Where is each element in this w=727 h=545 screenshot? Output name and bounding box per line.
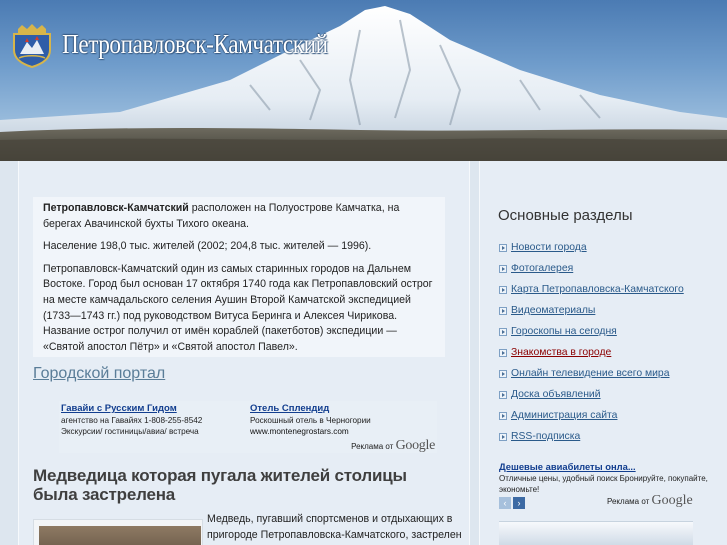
ad-pager [499, 497, 525, 509]
arrow-bullet-icon [499, 244, 507, 252]
sidebar-item-news [499, 237, 684, 258]
intro-paragraph-3: Петропавловск-Камчатский один из самых старинных городов на Дальнем Востоке. Город был основан 17 октября 1740 года как Петропавловский острог на месте камчадальского селения Аушин Второй Камчатской экспедицией (1733—1743 гг.) под руководством Витуса Беринга и Алексея Чирикова. Название острог получил от имён кораблей (пакетботов) экспедиции — «Святой апостол Пётр» и «Святой апостол Павел». [43, 262, 433, 353]
sidebar-bottom-banner [499, 521, 693, 545]
sidebar-menu [499, 237, 684, 447]
sidebar-link[interactable]: Новости города [511, 242, 587, 253]
ad-text: Экскурсии/ гостиницы/авиа/ встреча [61, 427, 199, 436]
sidebar-link[interactable]: Администрация сайта [511, 410, 618, 421]
google-logo: Google [395, 438, 435, 453]
ad-next-button[interactable]: › [513, 497, 525, 509]
sidebar-item-map [499, 279, 684, 300]
ad-item [250, 403, 438, 437]
sidebar-item-gallery [499, 258, 684, 279]
sidebar-link[interactable]: RSS-подписка [511, 431, 581, 442]
ad-text: агентство на Гавайях 1-808-255-8542 [61, 416, 203, 425]
ads-by-google-label[interactable] [351, 438, 435, 454]
arrow-bullet-icon [499, 412, 507, 420]
arrow-bullet-icon [499, 370, 507, 378]
sidebar [479, 161, 727, 545]
ad-title-link[interactable]: Дешевые авиабилеты онла... [499, 461, 636, 472]
sidebar-link[interactable]: Гороскопы на сегодня [511, 326, 617, 337]
city-portal-link[interactable]: Городской портал [33, 365, 166, 382]
sidebar-title: Основные разделы [498, 207, 633, 224]
intro-city-name: Петропавловск-Камчатский [43, 202, 189, 214]
arrow-bullet-icon [499, 307, 507, 315]
intro-paragraph-2: Население 198,0 тыс. жителей (2002; 204,8 тыс. жителей — 1996). [43, 240, 372, 253]
arrow-bullet-icon [499, 265, 507, 273]
arrow-bullet-icon [499, 433, 507, 441]
header-banner [0, 0, 727, 161]
news-headline[interactable]: Медведица которая пугала жителей столицы была застрелена [33, 466, 407, 504]
intro-block [33, 197, 445, 357]
ad-block [59, 401, 437, 453]
sidebar-item-board [499, 384, 684, 405]
ad-text: Отличные цены, удобный поиск Бронируйте, покупайте, экономьте! [499, 474, 708, 494]
ads-by-text: Реклама от [351, 442, 394, 451]
news-photo [39, 526, 201, 545]
google-logo: Google [651, 493, 693, 508]
news-summary: Медведь, пугавший спортсменов и отдыхающих в пригороде Петропавловска-Камчатского, застрелен [207, 513, 462, 541]
sidebar-link[interactable]: Знакомства в городе [511, 347, 612, 358]
news-thumbnail[interactable] [33, 519, 203, 545]
ad-title-link[interactable]: Отель Сплендид [250, 403, 330, 414]
volcano-banner-image [0, 0, 727, 161]
ad-title-link[interactable]: Гавайи с Русским Гидом [61, 403, 177, 414]
sidebar-item-dating [499, 342, 684, 363]
ads-by-google-label[interactable] [607, 493, 693, 509]
sidebar-item-tv [499, 363, 684, 384]
sidebar-link[interactable]: Онлайн телевидение всего мира [511, 368, 670, 379]
ad-prev-button[interactable]: ‹ [499, 497, 511, 509]
sidebar-item-video [499, 300, 684, 321]
ad-url[interactable]: www.montenegrostars.com [250, 427, 349, 436]
sidebar-link[interactable]: Фотогалерея [511, 263, 574, 274]
city-coat-of-arms-icon [9, 24, 55, 68]
ads-by-text: Реклама от [607, 497, 650, 506]
sidebar-item-horoscopes [499, 321, 684, 342]
sidebar-link[interactable]: Доска объявлений [511, 389, 601, 400]
intro-paragraph-1-text: расположен на Полуострове Камчатка, на берегах Авачинской бухты Тихого океана. [43, 202, 400, 230]
sidebar-ad [499, 461, 709, 495]
ad-item [61, 403, 249, 437]
sidebar-link[interactable]: Карта Петропавловска-Камчатского [511, 284, 684, 295]
arrow-bullet-icon [499, 391, 507, 399]
arrow-bullet-icon [499, 286, 507, 294]
sidebar-item-admin [499, 405, 684, 426]
arrow-bullet-icon [499, 328, 507, 336]
main-content [18, 161, 470, 545]
ad-text: Роскошный отель в Черногории [250, 416, 371, 425]
arrow-bullet-icon [499, 349, 507, 357]
intro-paragraph-1 [43, 201, 435, 232]
site-title: Петропавловск-Камчатский [62, 29, 328, 59]
sidebar-link[interactable]: Видеоматериалы [511, 305, 596, 316]
sidebar-item-rss [499, 426, 684, 447]
